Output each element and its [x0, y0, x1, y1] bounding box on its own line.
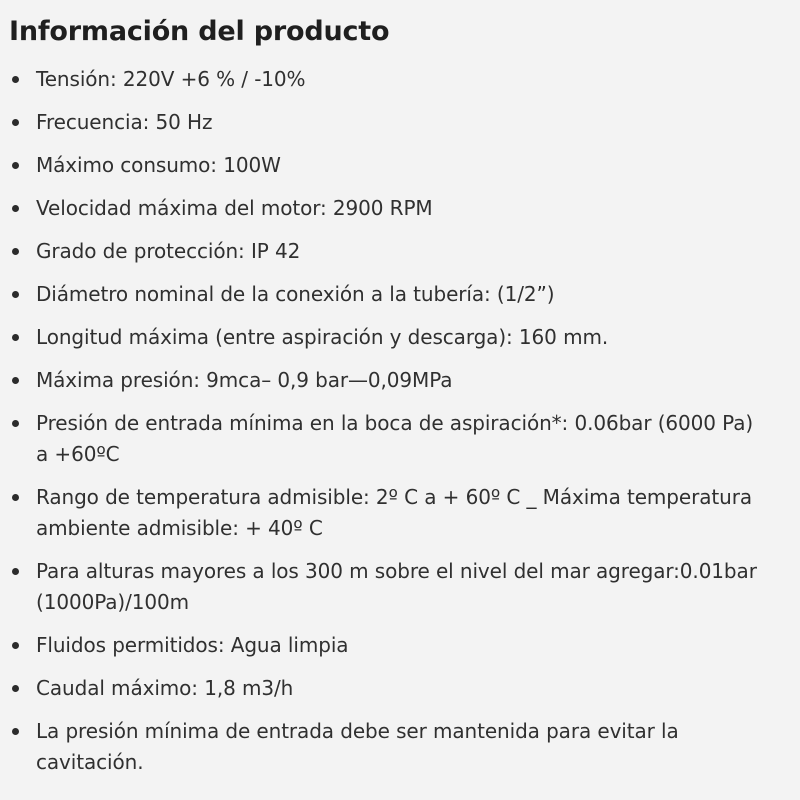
- bullet-icon: [12, 642, 19, 649]
- spec-text: Caudal máximo: 1,8 m3/h: [36, 676, 294, 700]
- spec-list: [9, 64, 800, 778]
- bullet-icon: [12, 494, 19, 501]
- spec-item: [9, 482, 800, 544]
- bullet-icon: [12, 728, 19, 735]
- spec-text: Frecuencia: 50 Hz: [36, 110, 213, 134]
- spec-item: [9, 193, 800, 224]
- section-title: Información del producto: [9, 16, 390, 47]
- spec-text: Grado de protección: IP 42: [36, 239, 301, 263]
- spec-text: La presión mínima de entrada debe ser mantenida para evitar la cavitación.: [36, 719, 679, 774]
- bullet-icon: [12, 420, 19, 427]
- spec-item: [9, 107, 800, 138]
- spec-text: Tensión: 220V +6 % / -10%: [36, 67, 306, 91]
- spec-item: [9, 322, 800, 353]
- bullet-icon: [12, 162, 19, 169]
- bullet-icon: [12, 205, 19, 212]
- spec-item: [9, 408, 800, 470]
- spec-text: Presión de entrada mínima en la boca de aspiración*: 0.06bar (6000 Pa) a +60ºC: [36, 411, 754, 466]
- spec-text: Rango de temperatura admisible: 2º C a + 60º C _ Máxima temperatura ambiente admisible: + 40º C: [36, 485, 752, 540]
- spec-item: [9, 279, 800, 310]
- spec-item: [9, 236, 800, 267]
- bullet-icon: [12, 291, 19, 298]
- spec-text: Diámetro nominal de la conexión a la tubería: (1/2”): [36, 282, 555, 306]
- bullet-icon: [12, 568, 19, 575]
- spec-text: Longitud máxima (entre aspiración y descarga): 160 mm.: [36, 325, 609, 349]
- spec-item: [9, 64, 800, 95]
- spec-item: [9, 630, 800, 661]
- bullet-icon: [12, 248, 19, 255]
- spec-item: [9, 150, 800, 181]
- spec-item: [9, 365, 800, 396]
- spec-text: Velocidad máxima del motor: 2900 RPM: [36, 196, 433, 220]
- spec-text: Fluidos permitidos: Agua limpia: [36, 633, 349, 657]
- spec-item: [9, 716, 800, 778]
- bullet-icon: [12, 76, 19, 83]
- bullet-icon: [12, 119, 19, 126]
- spec-text: Máxima presión: 9mca– 0,9 bar—0,09MPa: [36, 368, 453, 392]
- bullet-icon: [12, 377, 19, 384]
- bullet-icon: [12, 334, 19, 341]
- spec-text: Para alturas mayores a los 300 m sobre el nivel del mar agregar:0.01bar (1000Pa)/100m: [36, 559, 757, 614]
- bullet-icon: [12, 685, 19, 692]
- spec-item: [9, 556, 800, 618]
- spec-text: Máximo consumo: 100W: [36, 153, 281, 177]
- spec-item: [9, 673, 800, 704]
